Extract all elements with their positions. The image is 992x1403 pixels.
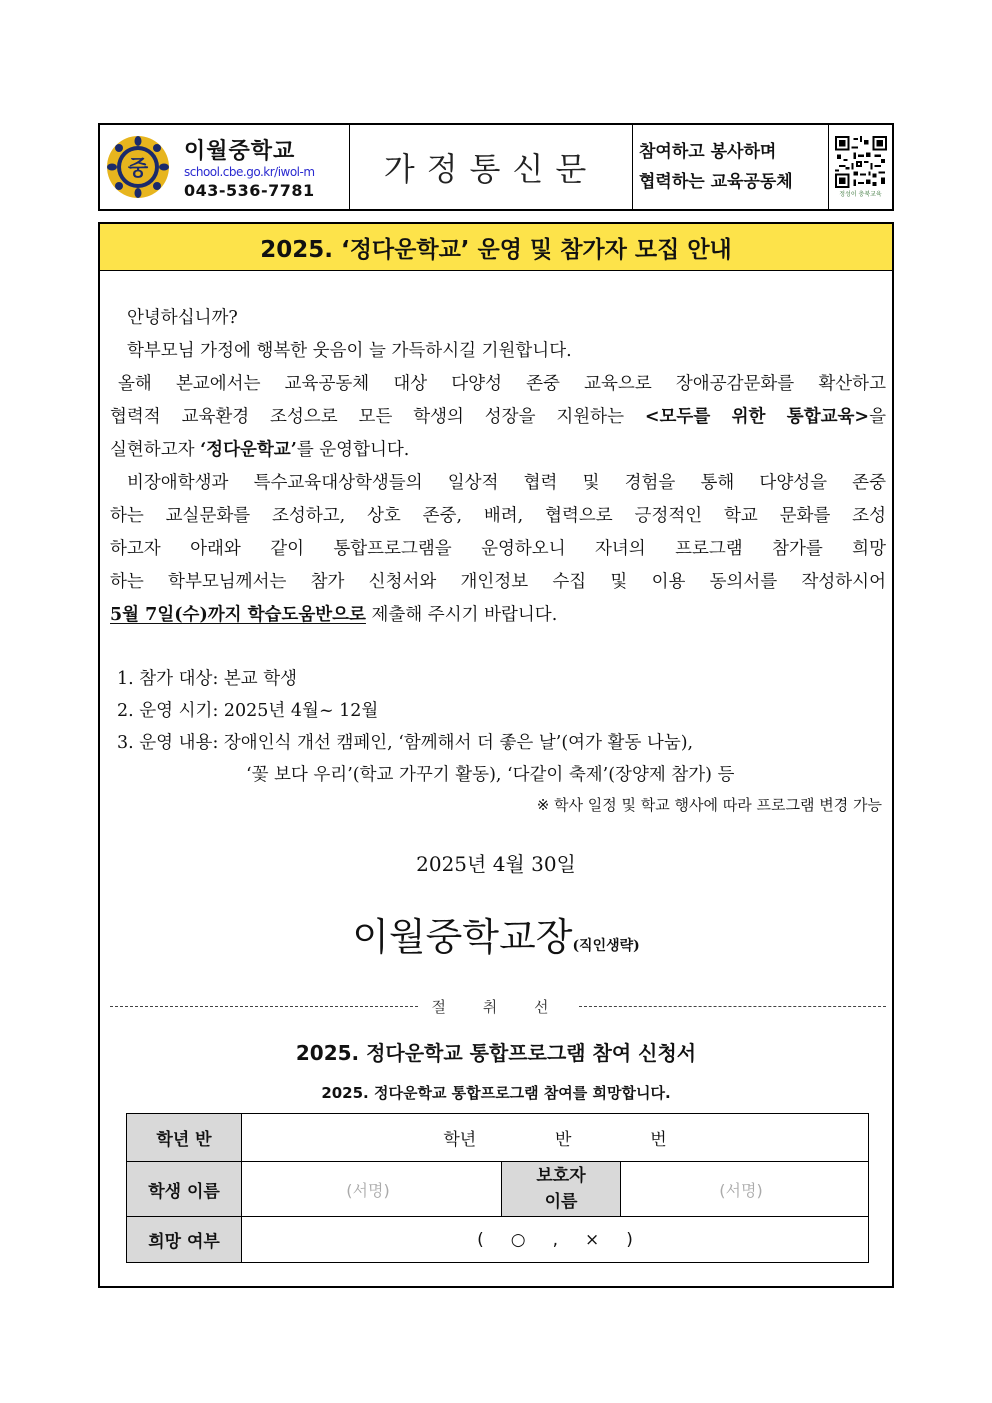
form-row-names: [127, 1162, 869, 1217]
p2-line-2a: 협력적 교육환경 조성으로 모든 학생의 성장을 지원하는: [110, 407, 645, 427]
principal-signature: [100, 906, 892, 961]
preference-choice[interactable]: ( ○ , × ): [242, 1217, 869, 1263]
guardian-sign-mark: (서명): [719, 1180, 763, 1200]
grade-unit: 학년: [443, 1130, 477, 1150]
school-info: [184, 134, 315, 200]
newsletter-title: 가정통신문: [383, 150, 599, 188]
school-emblem-icon: [106, 135, 170, 199]
newsletter-header: [98, 123, 894, 211]
newsletter-title-cell: [350, 125, 633, 209]
notice-banner: 2025. ‘정다운학교’ 운영 및 참가자 모집 안내: [100, 224, 892, 271]
guardian-name-label: [502, 1162, 621, 1217]
p2-line-3a: 실현하고자: [110, 440, 201, 460]
slogan-line-1: 참여하고 봉사하며: [639, 142, 777, 162]
form-row-preference: [127, 1217, 869, 1263]
school-name: 이월중학교: [184, 139, 296, 164]
p2-line-3: [110, 434, 886, 467]
preference-label: 희망 여부: [127, 1217, 242, 1263]
notice-body: [98, 222, 894, 1288]
issue-date: 2025년 4월 30일: [416, 852, 576, 876]
student-sign-mark: (서명): [346, 1180, 390, 1200]
qr-code-icon[interactable]: [835, 136, 887, 188]
schedule-note: ※ 학사 일정 및 학교 행사에 따라 프로그램 변경 가능: [536, 796, 882, 814]
p3-line-1: 비장애학생과 특수교육대상학생들의 일상적 협력 및 경험을 통해 다양성을 존중: [127, 473, 886, 493]
qr-caption: 정성이 충북교육: [839, 191, 882, 198]
cut-dash-right: [579, 1006, 887, 1007]
greeting: 안녕하십니까?: [127, 308, 238, 328]
school-info-cell: [100, 125, 350, 209]
emblem-char: 중: [127, 156, 149, 180]
number-unit: 번: [650, 1130, 667, 1150]
principal-name: 이월중학교장: [352, 915, 573, 959]
p2-line-2c: 을: [869, 407, 886, 427]
student-name-input[interactable]: [242, 1162, 502, 1217]
form-subtitle: 2025. 정다운학교 통합프로그램 참여를 희망합니다.: [321, 1084, 671, 1102]
item-period: 2. 운영 시기: 2025년 4월~ 12월: [117, 701, 379, 721]
guardian-name-input[interactable]: [621, 1162, 869, 1217]
guardian-label-line-1: 보호자: [536, 1166, 586, 1186]
wish-sentence: 학부모님 가정에 행복한 웃음이 늘 가득하시길 기원합니다.: [127, 341, 572, 361]
p3-line-5b: 제출해 주시기 바랍니다.: [365, 605, 558, 625]
cut-line: [110, 996, 886, 1017]
item-target: 1. 참가 대상: 본교 학생: [117, 669, 298, 689]
cut-dash-left: [110, 1006, 418, 1007]
class-input[interactable]: [242, 1114, 869, 1162]
p3-line-2: 하는 교실문화를 조성하고, 상호 존중, 배려, 협력으로 긍정적인 학교 문화를 조성: [110, 506, 886, 526]
inclusive-education-emphasis: <모두를 위한 통합교육>: [644, 407, 870, 427]
item-content-cont: ‘꽃 보다 우리’(학교 가꾸기 활동), ‘다같이 축제’(장양제 참가) 등: [246, 765, 735, 785]
p3-line-4: 하는 학부모님께서는 참가 신청서와 개인정보 수집 및 이용 동의서를 작성하시어: [110, 572, 886, 592]
slogan-cell: [633, 125, 829, 209]
school-phone: 043-536-7781: [184, 181, 315, 200]
cut-label: 절 취 선: [431, 998, 565, 1016]
p3-line-5: [110, 599, 886, 632]
deadline-emphasis: 5월 7일(수)까지 학습도움반으로: [110, 605, 366, 625]
form-row-class: [127, 1114, 869, 1162]
form-title: 2025. 정다운학교 통합프로그램 참여 신청서: [295, 1041, 697, 1065]
p3-line-3: 하고자 아래와 같이 통합프로그램을 운영하오니 자녀의 프로그램 참가를 희망: [110, 539, 886, 559]
p2-line-1: 올해 본교에서는 교육공동체 대상 다양성 존중 교육으로 장애공감문화를 확산하고: [118, 374, 886, 394]
qr-cell: [829, 125, 892, 209]
p2-line-2: [110, 401, 886, 434]
slogan-line-2: 협력하는 교육공동체: [639, 172, 793, 192]
p2-line-3c: 를 운영합니다.: [296, 440, 410, 460]
application-form-table: [126, 1113, 869, 1263]
school-url[interactable]: school.cbe.go.kr/iwol-m: [184, 165, 315, 179]
class-label: 학년 반: [127, 1114, 242, 1162]
item-content: 3. 운영 내용: 장애인식 개선 캠페인, ‘함께해서 더 좋은 날’(여가 활동 나눔),: [117, 733, 694, 753]
guardian-label-line-2: 이름: [544, 1192, 578, 1212]
student-name-label: 학생 이름: [127, 1162, 242, 1217]
class-unit: 반: [554, 1130, 572, 1150]
seal-note: (직인생략): [572, 938, 640, 954]
school-program-emphasis: ‘정다운학교’: [200, 440, 297, 460]
